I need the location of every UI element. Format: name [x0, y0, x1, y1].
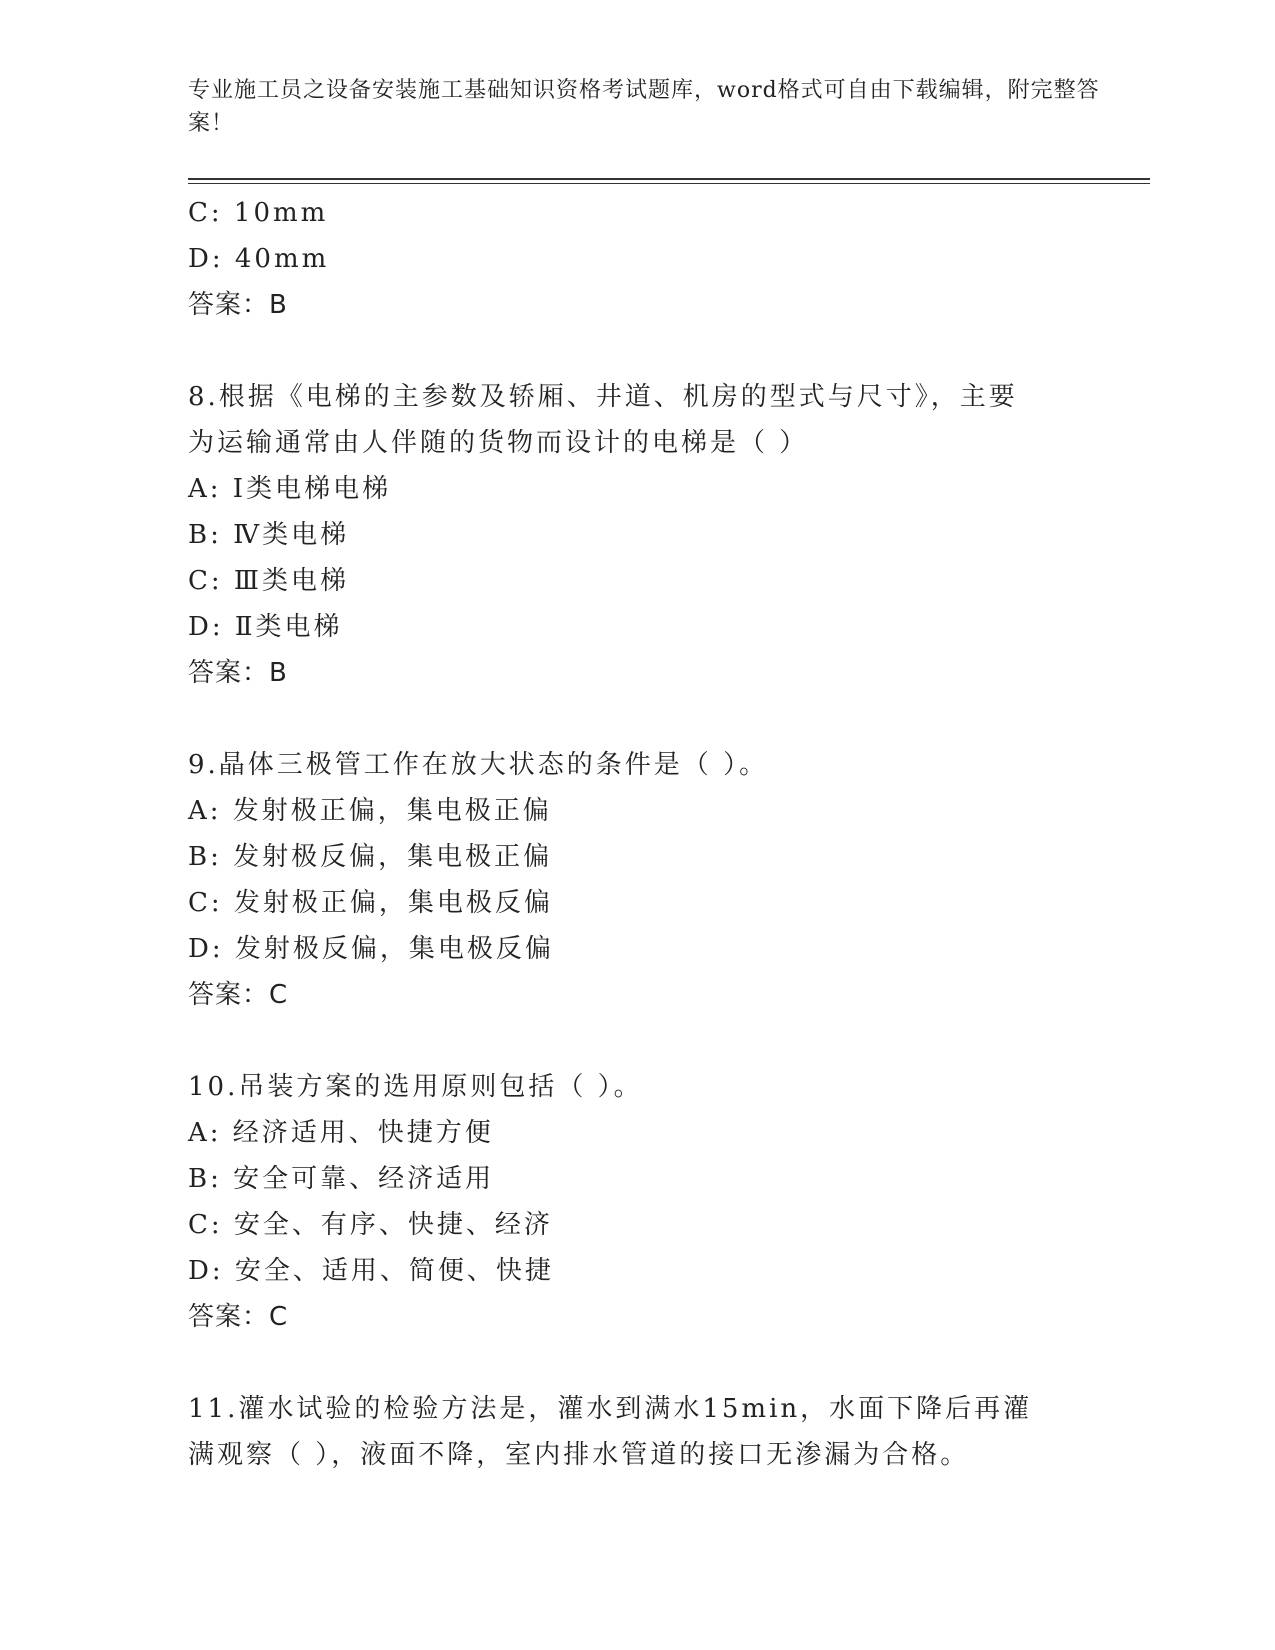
answer-line: 答案：B: [188, 290, 288, 320]
option-d: D: 发射极反偏，集电极反偏: [188, 934, 554, 964]
option-a: A: 经济适用、快捷方便: [188, 1118, 494, 1148]
option-b: B: Ⅳ类电梯: [188, 520, 350, 550]
question-text: 9.晶体三极管工作在放大状态的条件是（ ）。: [188, 750, 769, 780]
option-a: A: 发射极正偏，集电极正偏: [188, 796, 552, 826]
option-a: A: Ⅰ类电梯电梯: [188, 474, 392, 504]
document-body: [188, 190, 1088, 1478]
question-9: [188, 742, 1088, 1018]
answer-line: 答案：C: [188, 980, 289, 1010]
document-header: 专业施工员之设备安装施工基础知识资格考试题库，word格式可自由下载编辑，附完整答案！: [188, 78, 1100, 136]
header-rule-thin: [188, 183, 1150, 184]
question-text: 11.灌水试验的检验方法是，灌水到满水15min，水面下降后再灌满观察（ ），液面不降，室内排水管道的接口无渗漏为合格。: [188, 1394, 1033, 1470]
header-rule-thick: [188, 178, 1150, 180]
question-10: [188, 1064, 1088, 1340]
option-c: C: Ⅲ类电梯: [188, 566, 349, 596]
option-d: D: 40mm: [188, 244, 330, 274]
option-c: C: 安全、有序、快捷、经济: [188, 1210, 553, 1240]
option-b: B: 安全可靠、经济适用: [188, 1164, 495, 1194]
answer-line: 答案：C: [188, 1302, 289, 1332]
option-d: D: Ⅱ类电梯: [188, 612, 343, 642]
question-11: [188, 1386, 1088, 1478]
option-c: C: 发射极正偏，集电极反偏: [188, 888, 553, 918]
question-text: 10.吊装方案的选用原则包括（ ）。: [188, 1072, 643, 1102]
prev-question-tail: [188, 190, 1088, 328]
option-c: C: 10mm: [188, 198, 329, 228]
question-text: 8.根据《电梯的主参数及轿厢、井道、机房的型式与尺寸》，主要为运输通常由人伴随的货物而设计的电梯是（ ）: [188, 382, 1018, 458]
option-b: B: 发射极反偏，集电极正偏: [188, 842, 553, 872]
answer-line: 答案：B: [188, 658, 288, 688]
option-d: D: 安全、适用、简便、快捷: [188, 1256, 554, 1286]
question-8: [188, 374, 1088, 696]
